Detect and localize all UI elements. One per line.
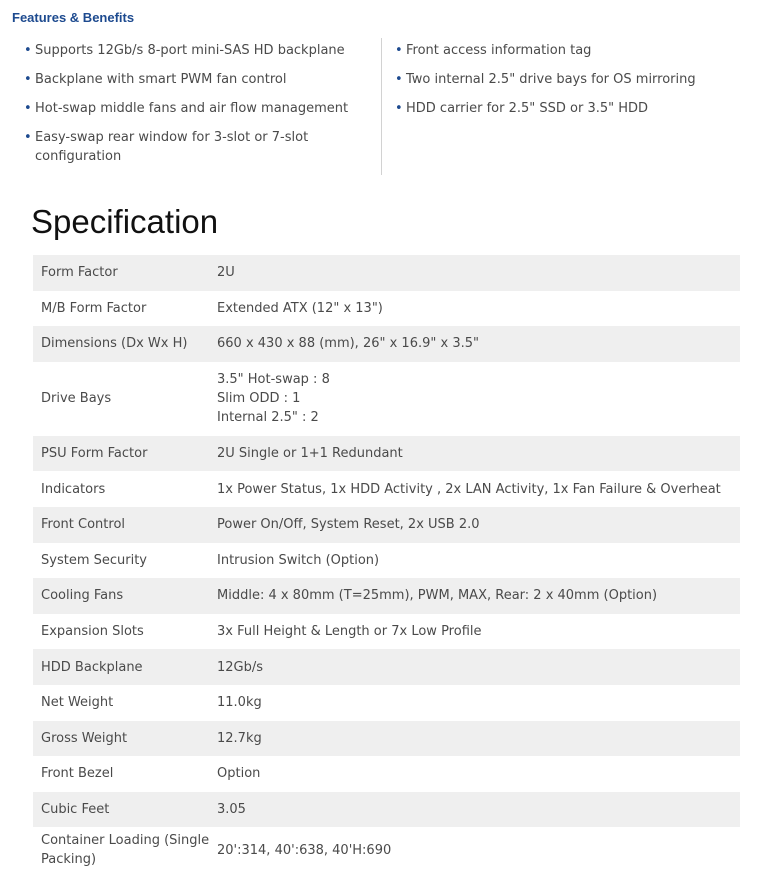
table-row	[33, 326, 740, 362]
table-row	[33, 756, 740, 792]
spec-value: Extended ATX (12" x 13")	[217, 300, 383, 316]
spec-label: Front Control	[41, 517, 126, 533]
table-row	[33, 436, 740, 472]
spec-value-line: Slim ODD : 1	[217, 391, 301, 407]
feature-text: Easy-swap rear window for 3-slot or 7-slot configuration	[35, 130, 309, 164]
table-row	[33, 291, 740, 327]
bullet-icon: •	[395, 43, 403, 58]
table-row	[33, 543, 740, 579]
feature-item	[395, 99, 755, 118]
spec-label: Drive Bays	[41, 391, 112, 407]
feature-text: Front access information tag	[406, 43, 592, 58]
spec-label: HDD Backplane	[41, 659, 143, 675]
spec-label: PSU Form Factor	[41, 446, 148, 462]
spec-value: 20':314, 40':638, 40'H:690	[217, 842, 392, 858]
bullet-icon: •	[24, 130, 32, 145]
spec-value: Power On/Off, System Reset, 2x USB 2.0	[217, 517, 480, 533]
specification-title: Specification	[31, 203, 219, 240]
table-row	[33, 685, 740, 721]
spec-label: Front Bezel	[41, 766, 114, 782]
spec-value	[217, 362, 740, 436]
table-row	[33, 507, 740, 543]
bullet-icon: •	[395, 101, 403, 116]
spec-value: 12Gb/s	[217, 659, 264, 675]
table-row	[33, 255, 740, 291]
column-divider	[381, 38, 382, 175]
feature-text: Supports 12Gb/s 8-port mini-SAS HD backplane	[35, 43, 345, 58]
bullet-icon: •	[24, 43, 32, 58]
features-list-left	[24, 41, 374, 176]
spec-value: 1x Power Status, 1x HDD Activity , 2x LAN Activity, 1x Fan Failure & Overheat	[217, 481, 721, 497]
table-row	[33, 362, 740, 436]
spec-value: 660 x 430 x 88 (mm), 26" x 16.9" x 3.5"	[217, 336, 479, 352]
spec-value-line: Internal 2.5" : 2	[217, 410, 319, 426]
spec-label: Indicators	[41, 481, 106, 497]
feature-item	[24, 128, 335, 166]
feature-item	[24, 70, 374, 89]
bullet-icon: •	[395, 72, 403, 87]
spec-value: 2U Single or 1+1 Redundant	[217, 446, 403, 462]
spec-label: Container Loading (Single Packing)	[41, 833, 210, 868]
table-row	[33, 578, 740, 614]
spec-label: Cubic Feet	[41, 802, 110, 818]
feature-item	[395, 41, 755, 60]
table-row	[33, 721, 740, 757]
feature-item	[24, 99, 374, 118]
spec-value: 12.7kg	[217, 730, 262, 746]
feature-item	[24, 41, 374, 60]
feature-item	[395, 70, 755, 89]
table-row	[33, 471, 740, 507]
spec-label: System Security	[41, 552, 147, 568]
bullet-icon: •	[24, 72, 32, 87]
table-row	[33, 792, 740, 828]
spec-value: 3.05	[217, 802, 246, 818]
table-row	[33, 827, 740, 873]
spec-label: Gross Weight	[41, 730, 128, 746]
feature-text: Two internal 2.5" drive bays for OS mirroring	[406, 72, 696, 87]
spec-label: Form Factor	[41, 265, 118, 281]
table-row	[33, 614, 740, 650]
spec-label: M/B Form Factor	[41, 300, 147, 316]
spec-label: Dimensions (Dx Wx H)	[41, 336, 188, 352]
feature-text: Hot-swap middle fans and air flow management	[35, 101, 349, 116]
spec-label: Expansion Slots	[41, 624, 144, 640]
spec-value: Intrusion Switch (Option)	[217, 552, 380, 568]
bullet-icon: •	[24, 101, 32, 116]
spec-value: 2U	[217, 265, 235, 281]
spec-label: Cooling Fans	[41, 588, 124, 604]
features-list-right	[395, 41, 755, 128]
feature-text: HDD carrier for 2.5" SSD or 3.5" HDD	[406, 101, 649, 116]
features-title: Features & Benefits	[12, 10, 135, 25]
spec-value-line: 3.5" Hot-swap : 8	[217, 372, 330, 388]
table-row	[33, 649, 740, 685]
spec-label: Net Weight	[41, 695, 114, 711]
feature-text: Backplane with smart PWM fan control	[35, 72, 287, 87]
spec-value: Option	[217, 766, 261, 782]
specification-table	[33, 255, 740, 873]
spec-value: 11.0kg	[217, 695, 262, 711]
spec-value: Middle: 4 x 80mm (T=25mm), PWM, MAX, Rear: 2 x 40mm (Option)	[217, 588, 658, 604]
spec-value: 3x Full Height & Length or 7x Low Profile	[217, 624, 482, 640]
